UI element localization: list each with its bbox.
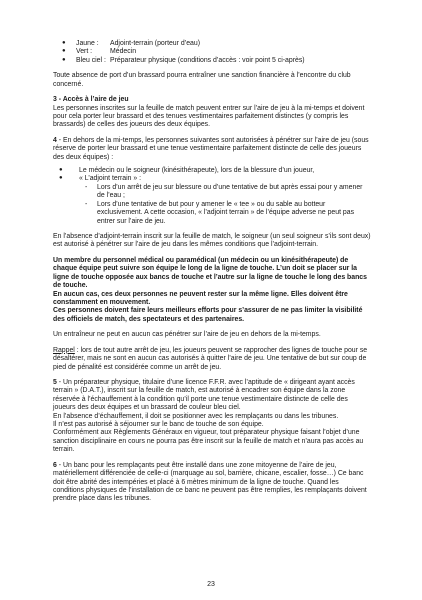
page-number: 23 [207, 581, 215, 588]
sub-list-item-text: Lors d’une tentative de but pour y amener le « tee » ou du sable au botteur exclusivement. A cette occasion, « l’adjoint terrain » de l’équipe adverse ne peut pas entrer sur l’aire de jeu. [97, 200, 355, 225]
list-item-text: « L’adjoint terrain » : [79, 175, 142, 183]
sub-list-item [85, 201, 371, 226]
color-key: Jaune : [76, 40, 99, 47]
medical-staff-paragraph-3: Ces personnes doivent faire leurs meilleurs efforts pour s’assurer de ne pas limiter la visibilité des officiels de match, des spectateurs et des partenaires. [53, 307, 363, 323]
sub-list [85, 184, 371, 226]
dash-icon: - [85, 183, 88, 191]
section-3-paragraph: Les personnes inscrites sur la feuille de match peuvent entrer sur l’aire de jeu à la mi-temps et doivent pour cela porter leur brassard et des tenues vestimentaires parfaitement distinctes (y compris les brassards) de celles des joueurs des deux équipes. [53, 104, 365, 129]
section-4-number: 4 [53, 136, 57, 144]
list-item-text: Le médecin ou le soigneur (kinésithérapeute), lors de la blessure d’un joueur, [79, 167, 315, 175]
section-6-text: - Un banc pour les remplaçants peut être installé dans une zone mitoyenne de l’aire de jeu, matériellement différenciée de celle-ci (marquage au sol, barrière, chicane, escalier, fosse…) Ce banc doit être abrité des intempéries et placé à 6 mètres minimum de la ligne de touche. Quand les conditions physiques de l’installation de ce banc ne peuvent pas être remplies, les remplaçants doivent prendre place dans les tribunes. [53, 461, 367, 503]
color-key: Bleu ciel : [76, 56, 106, 64]
reminder-label: Rappel [53, 346, 75, 354]
dash-icon: - [85, 200, 88, 208]
list-item [59, 167, 371, 175]
section-5-paragraph-2: En l’absence d’échauffement, il doit se positionner avec les remplaçants ou dans les tribunes. [53, 412, 339, 420]
list-item [59, 175, 371, 183]
section-6-number: 6 [53, 461, 57, 469]
reminder-paragraph [53, 347, 371, 372]
sanction-paragraph: Toute absence de port d’un brassard pourra entraîner une sanction financière à l’encontre du club concerné. [53, 72, 351, 88]
bullet-icon: ● [62, 40, 66, 46]
list-item [62, 48, 371, 56]
section-5-text: - Un préparateur physique, titulaire d’une licence F.F.R. avec l’aptitude de « dirigeant ayant accès terrain » (D.A.T.), inscrit sur la feuille de match, est autorisé à encadrer son équipe dans la zone réservée à l’échauffement à la condition qu’il porte une tenue vestimentaire distincte de celle des joueurs des deux équipes et un brassard de couleur bleu ciel. [53, 378, 355, 412]
medical-staff-paragraph: Un membre du personnel médical ou paramédical (un médecin ou un kinésithérapeute) de chaque équipe peut suivre son équipe le long de la ligne de touche. L’un doit se placer sur la ligne de touche opposée aux bancs de touche et l’autre sur la ligne de touche le long des bancs de touche. [53, 256, 367, 290]
list-item [62, 40, 371, 48]
section-6-paragraph [53, 462, 371, 504]
absence-paragraph: En l’absence d’adjoint-terrain inscrit sur la feuille de match, le soigneur (un seul soigneur s’ils sont deux) est autorisé à pénétrer sur l’aire de jeu dans les mêmes conditions que l’adjoint-terrain. [53, 233, 371, 249]
sub-list-item-text: Lors d’un arrêt de jeu sur blessure ou d’une tentative de but après essai pour y amener de l’eau ; [97, 183, 363, 200]
section-4-list [59, 167, 371, 226]
bullet-icon: ● [59, 175, 63, 182]
medical-staff-paragraph-2: En aucun cas, ces deux personnes ne peuvent rester sur la même ligne. Elles doivent être constamment en mouvement. [53, 290, 348, 306]
page-content [53, 40, 371, 504]
section-5-paragraph-4: Conformément aux Règlements Généraux en vigueur, tout préparateur physique faisant l’objet d’une sanction disciplinaire en cours ne pourra pas être inscrit sur la feuille de match et n’aura pas accès au terrain. [53, 429, 364, 454]
color-key: Vert : [76, 48, 93, 56]
sub-list-item [85, 184, 371, 201]
color-role: Préparateur physique (conditions d’accès : voir point 5 ci-après) [110, 56, 305, 64]
color-role: Médecin [110, 48, 137, 56]
bullet-icon: ● [59, 167, 63, 174]
reminder-text: : lors de tout autre arrêt de jeu, les joueurs peuvent se rapprocher des lignes de touche pour se désaltérer, mais ne sont en aucun cas autorisés à quitter l’aire de jeu. Une tentative de but sur coup de pied de pénalité est considérée comme un arrêt de jeu. [53, 346, 368, 371]
section-5-paragraph [53, 379, 371, 413]
list-item [62, 57, 371, 65]
section-5-number: 5 [53, 378, 57, 386]
color-role: Adjoint-terrain (porteur d’eau) [110, 40, 201, 47]
armband-color-list [62, 40, 371, 65]
bullet-icon: ● [62, 56, 66, 63]
section-4-intro [53, 137, 371, 162]
bullet-icon: ● [62, 48, 66, 55]
coach-paragraph: Un entraîneur ne peut en aucun cas pénétrer sur l’aire de jeu en dehors de la mi-temps. [53, 331, 321, 339]
section-3-heading: 3 - Accès à l’aire de jeu [53, 96, 129, 104]
section-5-paragraph-3: Il n’est pas autorisé à séjourner sur le banc de touche de son équipe. [53, 421, 264, 429]
section-4-intro-text: - En dehors de la mi-temps, les personnes suivantes sont autorisées à pénétrer sur l’aire de jeu (sous réserve de porter leur brassard et une tenue vestimentaire parfaitement distincte de celle des joueurs des deux équipes) : [53, 136, 369, 161]
